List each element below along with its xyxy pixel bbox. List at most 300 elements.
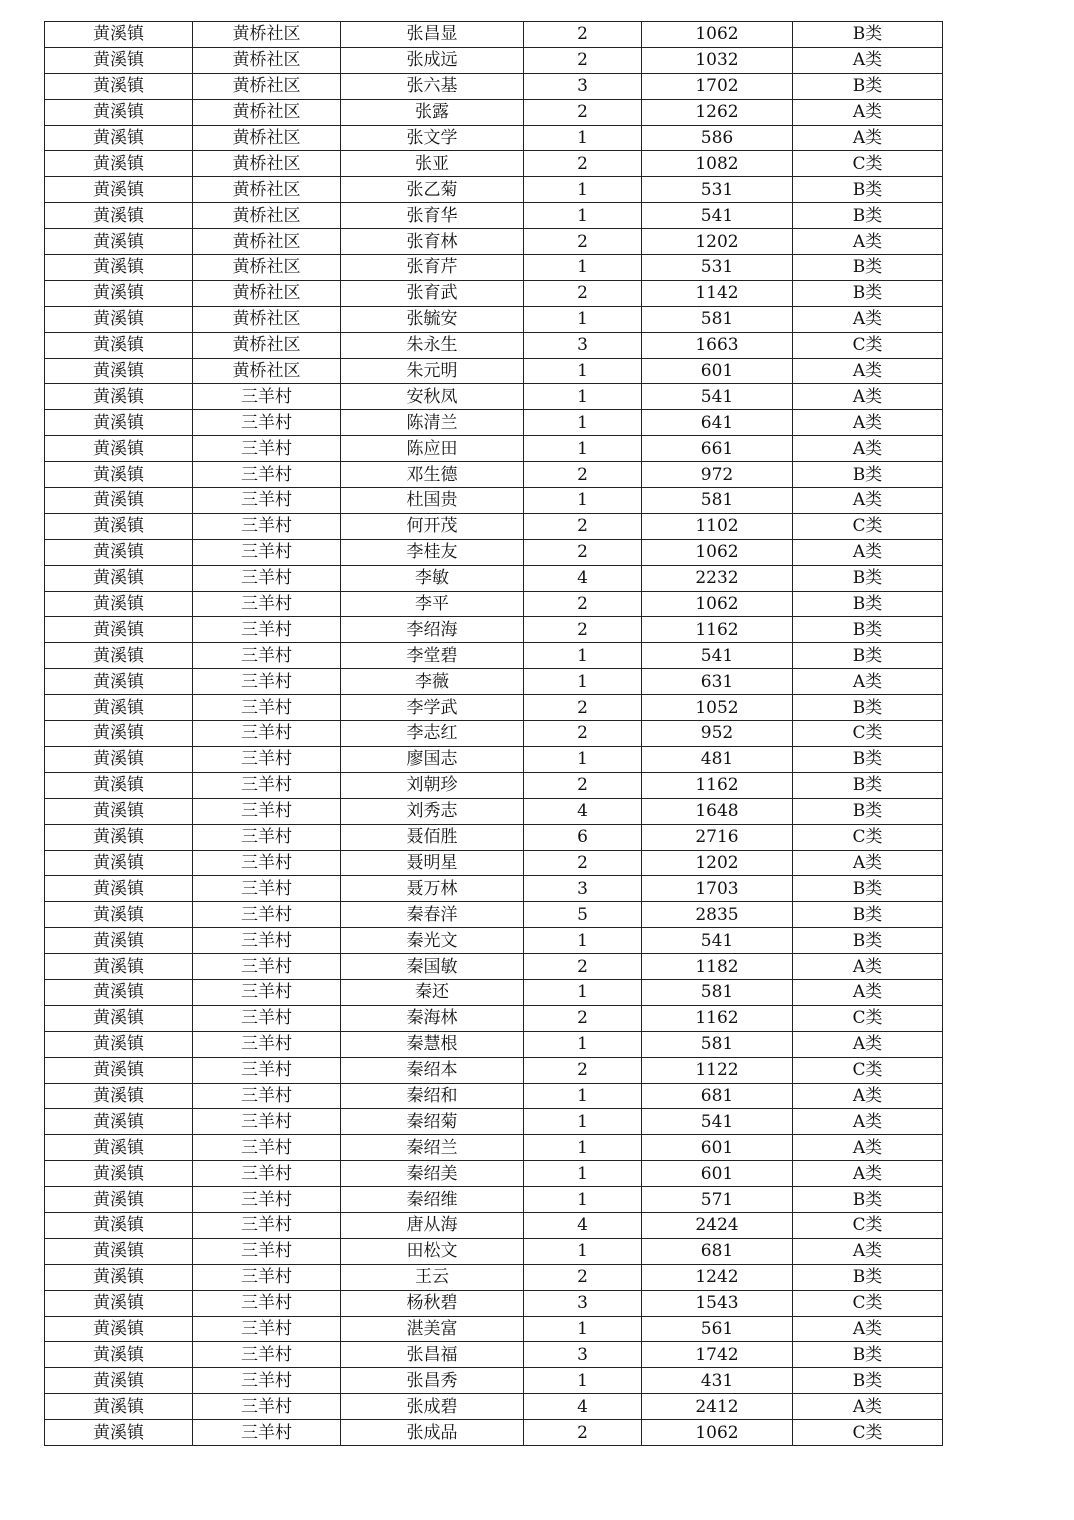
category-cell: A类 (793, 669, 943, 695)
town-cell: 黄溪镇 (45, 539, 193, 565)
name-cell: 聂万林 (341, 876, 524, 902)
household-size-cell: 1 (524, 384, 642, 410)
name-cell: 张露 (341, 99, 524, 125)
name-cell: 廖国志 (341, 746, 524, 772)
amount-cell: 581 (642, 1031, 793, 1057)
community-cell: 黄桥社区 (193, 280, 341, 306)
name-cell: 秦慧根 (341, 1031, 524, 1057)
category-cell: A类 (793, 954, 943, 980)
household-size-cell: 1 (524, 669, 642, 695)
table-row (45, 1342, 943, 1368)
community-cell: 三羊村 (193, 1031, 341, 1057)
category-cell: B类 (793, 203, 943, 229)
name-cell: 秦绍菊 (341, 1109, 524, 1135)
town-cell: 黄溪镇 (45, 229, 193, 255)
town-cell: 黄溪镇 (45, 384, 193, 410)
town-cell: 黄溪镇 (45, 358, 193, 384)
community-cell: 三羊村 (193, 617, 341, 643)
category-cell: B类 (793, 1342, 943, 1368)
table-row (45, 591, 943, 617)
name-cell: 张成碧 (341, 1394, 524, 1420)
name-cell: 张成品 (341, 1420, 524, 1446)
community-cell: 三羊村 (193, 1161, 341, 1187)
table-row (45, 229, 943, 255)
amount-cell: 1202 (642, 229, 793, 255)
household-size-cell: 2 (524, 1420, 642, 1446)
community-cell: 黄桥社区 (193, 332, 341, 358)
table-row (45, 462, 943, 488)
amount-cell: 972 (642, 462, 793, 488)
town-cell: 黄溪镇 (45, 1187, 193, 1213)
household-size-cell: 2 (524, 1005, 642, 1031)
household-size-cell: 1 (524, 410, 642, 436)
household-size-cell: 1 (524, 177, 642, 203)
town-cell: 黄溪镇 (45, 332, 193, 358)
household-size-cell: 2 (524, 850, 642, 876)
category-cell: C类 (793, 721, 943, 747)
household-size-cell: 4 (524, 798, 642, 824)
town-cell: 黄溪镇 (45, 462, 193, 488)
household-size-cell: 1 (524, 928, 642, 954)
table-row (45, 850, 943, 876)
amount-cell: 1182 (642, 954, 793, 980)
town-cell: 黄溪镇 (45, 1005, 193, 1031)
category-cell: A类 (793, 850, 943, 876)
household-size-cell: 1 (524, 488, 642, 514)
household-size-cell: 1 (524, 203, 642, 229)
household-size-cell: 2 (524, 1057, 642, 1083)
name-cell: 张成远 (341, 47, 524, 73)
household-size-cell: 1 (524, 255, 642, 281)
table-row (45, 1135, 943, 1161)
community-cell: 黄桥社区 (193, 22, 341, 48)
community-cell: 三羊村 (193, 1342, 341, 1368)
table-row (45, 384, 943, 410)
community-cell: 三羊村 (193, 591, 341, 617)
name-cell: 邓生德 (341, 462, 524, 488)
community-cell: 三羊村 (193, 850, 341, 876)
household-size-cell: 3 (524, 1342, 642, 1368)
community-cell: 三羊村 (193, 1057, 341, 1083)
town-cell: 黄溪镇 (45, 669, 193, 695)
amount-cell: 1262 (642, 99, 793, 125)
table-row (45, 1187, 943, 1213)
community-cell: 黄桥社区 (193, 255, 341, 281)
town-cell: 黄溪镇 (45, 1394, 193, 1420)
category-cell: B类 (793, 1264, 943, 1290)
table-row (45, 824, 943, 850)
category-cell: C类 (793, 513, 943, 539)
amount-cell: 541 (642, 643, 793, 669)
category-cell: C类 (793, 332, 943, 358)
category-cell: B类 (793, 643, 943, 669)
household-size-cell: 2 (524, 99, 642, 125)
amount-cell: 601 (642, 358, 793, 384)
name-cell: 李桂友 (341, 539, 524, 565)
amount-cell: 2412 (642, 1394, 793, 1420)
town-cell: 黄溪镇 (45, 772, 193, 798)
amount-cell: 641 (642, 410, 793, 436)
household-size-cell: 2 (524, 151, 642, 177)
table-row (45, 280, 943, 306)
community-cell: 黄桥社区 (193, 306, 341, 332)
town-cell: 黄溪镇 (45, 979, 193, 1005)
community-cell: 三羊村 (193, 954, 341, 980)
community-cell: 三羊村 (193, 1290, 341, 1316)
town-cell: 黄溪镇 (45, 1290, 193, 1316)
amount-cell: 661 (642, 436, 793, 462)
amount-cell: 1082 (642, 151, 793, 177)
name-cell: 杜国贵 (341, 488, 524, 514)
table-row (45, 643, 943, 669)
town-cell: 黄溪镇 (45, 1161, 193, 1187)
amount-cell: 681 (642, 1238, 793, 1264)
name-cell: 秦绍和 (341, 1083, 524, 1109)
community-cell: 三羊村 (193, 1420, 341, 1446)
name-cell: 秦国敏 (341, 954, 524, 980)
category-cell: A类 (793, 125, 943, 151)
category-cell: A类 (793, 1083, 943, 1109)
community-cell: 三羊村 (193, 410, 341, 436)
name-cell: 张育芹 (341, 255, 524, 281)
town-cell: 黄溪镇 (45, 22, 193, 48)
category-cell: B类 (793, 798, 943, 824)
name-cell: 朱永生 (341, 332, 524, 358)
community-cell: 三羊村 (193, 695, 341, 721)
category-cell: B类 (793, 746, 943, 772)
table-row (45, 73, 943, 99)
community-cell: 三羊村 (193, 436, 341, 462)
amount-cell: 1202 (642, 850, 793, 876)
community-cell: 三羊村 (193, 902, 341, 928)
household-size-cell: 2 (524, 591, 642, 617)
household-size-cell: 1 (524, 125, 642, 151)
community-cell: 三羊村 (193, 1238, 341, 1264)
community-cell: 黄桥社区 (193, 99, 341, 125)
name-cell: 张育华 (341, 203, 524, 229)
community-cell: 三羊村 (193, 1083, 341, 1109)
table-row (45, 436, 943, 462)
town-cell: 黄溪镇 (45, 643, 193, 669)
amount-cell: 561 (642, 1316, 793, 1342)
category-cell: A类 (793, 979, 943, 1005)
category-cell: B类 (793, 617, 943, 643)
name-cell: 秦光文 (341, 928, 524, 954)
household-size-cell: 4 (524, 565, 642, 591)
town-cell: 黄溪镇 (45, 488, 193, 514)
community-cell: 黄桥社区 (193, 177, 341, 203)
amount-cell: 1102 (642, 513, 793, 539)
town-cell: 黄溪镇 (45, 928, 193, 954)
table-row (45, 47, 943, 73)
household-size-cell: 2 (524, 22, 642, 48)
amount-cell: 1742 (642, 1342, 793, 1368)
community-cell: 三羊村 (193, 462, 341, 488)
name-cell: 李绍海 (341, 617, 524, 643)
name-cell: 李薇 (341, 669, 524, 695)
name-cell: 安秋凤 (341, 384, 524, 410)
amount-cell: 1162 (642, 1005, 793, 1031)
amount-cell: 586 (642, 125, 793, 151)
household-size-cell: 6 (524, 824, 642, 850)
community-cell: 三羊村 (193, 979, 341, 1005)
category-cell: C类 (793, 1420, 943, 1446)
community-cell: 黄桥社区 (193, 151, 341, 177)
name-cell: 王云 (341, 1264, 524, 1290)
table-row (45, 1368, 943, 1394)
amount-cell: 1062 (642, 1420, 793, 1446)
community-cell: 三羊村 (193, 669, 341, 695)
town-cell: 黄溪镇 (45, 151, 193, 177)
household-size-cell: 1 (524, 1109, 642, 1135)
town-cell: 黄溪镇 (45, 617, 193, 643)
table-body (45, 22, 943, 1446)
town-cell: 黄溪镇 (45, 591, 193, 617)
table-row (45, 1316, 943, 1342)
name-cell: 张毓安 (341, 306, 524, 332)
town-cell: 黄溪镇 (45, 47, 193, 73)
household-size-cell: 3 (524, 1290, 642, 1316)
name-cell: 李志红 (341, 721, 524, 747)
household-size-cell: 1 (524, 358, 642, 384)
household-size-cell: 2 (524, 229, 642, 255)
category-cell: B类 (793, 695, 943, 721)
table-row (45, 1031, 943, 1057)
household-size-cell: 1 (524, 1161, 642, 1187)
household-size-cell: 1 (524, 746, 642, 772)
category-cell: B类 (793, 280, 943, 306)
category-cell: A类 (793, 99, 943, 125)
table-row (45, 1238, 943, 1264)
category-cell: B类 (793, 591, 943, 617)
household-size-cell: 4 (524, 1212, 642, 1238)
amount-cell: 1122 (642, 1057, 793, 1083)
name-cell: 秦还 (341, 979, 524, 1005)
amount-cell: 581 (642, 979, 793, 1005)
table-row (45, 669, 943, 695)
amount-cell: 1052 (642, 695, 793, 721)
town-cell: 黄溪镇 (45, 798, 193, 824)
town-cell: 黄溪镇 (45, 1135, 193, 1161)
category-cell: B类 (793, 22, 943, 48)
name-cell: 刘秀志 (341, 798, 524, 824)
category-cell: A类 (793, 47, 943, 73)
table-row (45, 177, 943, 203)
town-cell: 黄溪镇 (45, 306, 193, 332)
town-cell: 黄溪镇 (45, 565, 193, 591)
table-row (45, 488, 943, 514)
category-cell: A类 (793, 488, 943, 514)
town-cell: 黄溪镇 (45, 1342, 193, 1368)
table-row (45, 151, 943, 177)
household-size-cell: 1 (524, 1083, 642, 1109)
name-cell: 李平 (341, 591, 524, 617)
amount-cell: 2835 (642, 902, 793, 928)
name-cell: 秦绍本 (341, 1057, 524, 1083)
community-cell: 三羊村 (193, 1187, 341, 1213)
name-cell: 刘朝珍 (341, 772, 524, 798)
amount-cell: 531 (642, 255, 793, 281)
amount-cell: 1032 (642, 47, 793, 73)
table-row (45, 979, 943, 1005)
name-cell: 秦春洋 (341, 902, 524, 928)
community-cell: 三羊村 (193, 772, 341, 798)
name-cell: 何开茂 (341, 513, 524, 539)
household-size-cell: 2 (524, 721, 642, 747)
amount-cell: 1702 (642, 73, 793, 99)
household-size-cell: 2 (524, 539, 642, 565)
category-cell: B类 (793, 255, 943, 281)
town-cell: 黄溪镇 (45, 746, 193, 772)
amount-cell: 1703 (642, 876, 793, 902)
category-cell: A类 (793, 436, 943, 462)
table-row (45, 1290, 943, 1316)
category-cell: B类 (793, 177, 943, 203)
amount-cell: 581 (642, 306, 793, 332)
category-cell: C类 (793, 1290, 943, 1316)
name-cell: 聂佰胜 (341, 824, 524, 850)
name-cell: 秦绍维 (341, 1187, 524, 1213)
name-cell: 秦海林 (341, 1005, 524, 1031)
amount-cell: 571 (642, 1187, 793, 1213)
table-row (45, 928, 943, 954)
household-size-cell: 1 (524, 306, 642, 332)
category-cell: A类 (793, 1316, 943, 1342)
amount-cell: 1648 (642, 798, 793, 824)
town-cell: 黄溪镇 (45, 1057, 193, 1083)
table-row (45, 1005, 943, 1031)
name-cell: 唐从海 (341, 1212, 524, 1238)
town-cell: 黄溪镇 (45, 1031, 193, 1057)
community-cell: 三羊村 (193, 1212, 341, 1238)
household-size-cell: 2 (524, 462, 642, 488)
community-cell: 三羊村 (193, 876, 341, 902)
town-cell: 黄溪镇 (45, 436, 193, 462)
community-cell: 三羊村 (193, 1368, 341, 1394)
community-cell: 三羊村 (193, 643, 341, 669)
category-cell: A类 (793, 358, 943, 384)
town-cell: 黄溪镇 (45, 902, 193, 928)
data-table (44, 21, 943, 1446)
category-cell: C类 (793, 1057, 943, 1083)
town-cell: 黄溪镇 (45, 1264, 193, 1290)
community-cell: 三羊村 (193, 798, 341, 824)
table-row (45, 1083, 943, 1109)
table-row (45, 1264, 943, 1290)
household-size-cell: 3 (524, 73, 642, 99)
community-cell: 黄桥社区 (193, 47, 341, 73)
community-cell: 黄桥社区 (193, 125, 341, 151)
amount-cell: 2424 (642, 1212, 793, 1238)
household-size-cell: 2 (524, 47, 642, 73)
category-cell: A类 (793, 306, 943, 332)
table-row (45, 798, 943, 824)
category-cell: A类 (793, 1394, 943, 1420)
name-cell: 张亚 (341, 151, 524, 177)
town-cell: 黄溪镇 (45, 1420, 193, 1446)
town-cell: 黄溪镇 (45, 695, 193, 721)
amount-cell: 601 (642, 1135, 793, 1161)
amount-cell: 681 (642, 1083, 793, 1109)
town-cell: 黄溪镇 (45, 410, 193, 436)
name-cell: 张乙菊 (341, 177, 524, 203)
table-row (45, 255, 943, 281)
amount-cell: 1062 (642, 591, 793, 617)
name-cell: 秦绍兰 (341, 1135, 524, 1161)
community-cell: 三羊村 (193, 1264, 341, 1290)
amount-cell: 1162 (642, 617, 793, 643)
town-cell: 黄溪镇 (45, 513, 193, 539)
name-cell: 张育林 (341, 229, 524, 255)
category-cell: A类 (793, 1109, 943, 1135)
category-cell: A类 (793, 539, 943, 565)
amount-cell: 541 (642, 928, 793, 954)
amount-cell: 1062 (642, 22, 793, 48)
amount-cell: 1543 (642, 1290, 793, 1316)
table-row (45, 954, 943, 980)
town-cell: 黄溪镇 (45, 1238, 193, 1264)
town-cell: 黄溪镇 (45, 824, 193, 850)
town-cell: 黄溪镇 (45, 1316, 193, 1342)
town-cell: 黄溪镇 (45, 280, 193, 306)
household-size-cell: 1 (524, 1316, 642, 1342)
household-size-cell: 2 (524, 1264, 642, 1290)
category-cell: C类 (793, 1212, 943, 1238)
table-row (45, 1109, 943, 1135)
category-cell: B类 (793, 565, 943, 591)
community-cell: 三羊村 (193, 1005, 341, 1031)
household-size-cell: 2 (524, 280, 642, 306)
name-cell: 张昌秀 (341, 1368, 524, 1394)
town-cell: 黄溪镇 (45, 99, 193, 125)
name-cell: 杨秋碧 (341, 1290, 524, 1316)
category-cell: A类 (793, 1135, 943, 1161)
household-size-cell: 3 (524, 876, 642, 902)
amount-cell: 952 (642, 721, 793, 747)
table-row (45, 565, 943, 591)
category-cell: C类 (793, 824, 943, 850)
community-cell: 三羊村 (193, 565, 341, 591)
amount-cell: 1062 (642, 539, 793, 565)
community-cell: 三羊村 (193, 1109, 341, 1135)
town-cell: 黄溪镇 (45, 876, 193, 902)
table-row (45, 876, 943, 902)
category-cell: B类 (793, 1368, 943, 1394)
community-cell: 三羊村 (193, 824, 341, 850)
category-cell: A类 (793, 1238, 943, 1264)
name-cell: 陈应田 (341, 436, 524, 462)
town-cell: 黄溪镇 (45, 1083, 193, 1109)
household-size-cell: 2 (524, 695, 642, 721)
amount-cell: 541 (642, 203, 793, 229)
community-cell: 三羊村 (193, 488, 341, 514)
table-row (45, 695, 943, 721)
town-cell: 黄溪镇 (45, 1368, 193, 1394)
community-cell: 黄桥社区 (193, 229, 341, 255)
category-cell: C类 (793, 1005, 943, 1031)
household-size-cell: 1 (524, 436, 642, 462)
town-cell: 黄溪镇 (45, 1212, 193, 1238)
amount-cell: 431 (642, 1368, 793, 1394)
household-size-cell: 1 (524, 1368, 642, 1394)
household-size-cell: 2 (524, 617, 642, 643)
name-cell: 张文学 (341, 125, 524, 151)
town-cell: 黄溪镇 (45, 850, 193, 876)
name-cell: 秦绍美 (341, 1161, 524, 1187)
household-size-cell: 5 (524, 902, 642, 928)
table-row (45, 1420, 943, 1446)
community-cell: 三羊村 (193, 721, 341, 747)
